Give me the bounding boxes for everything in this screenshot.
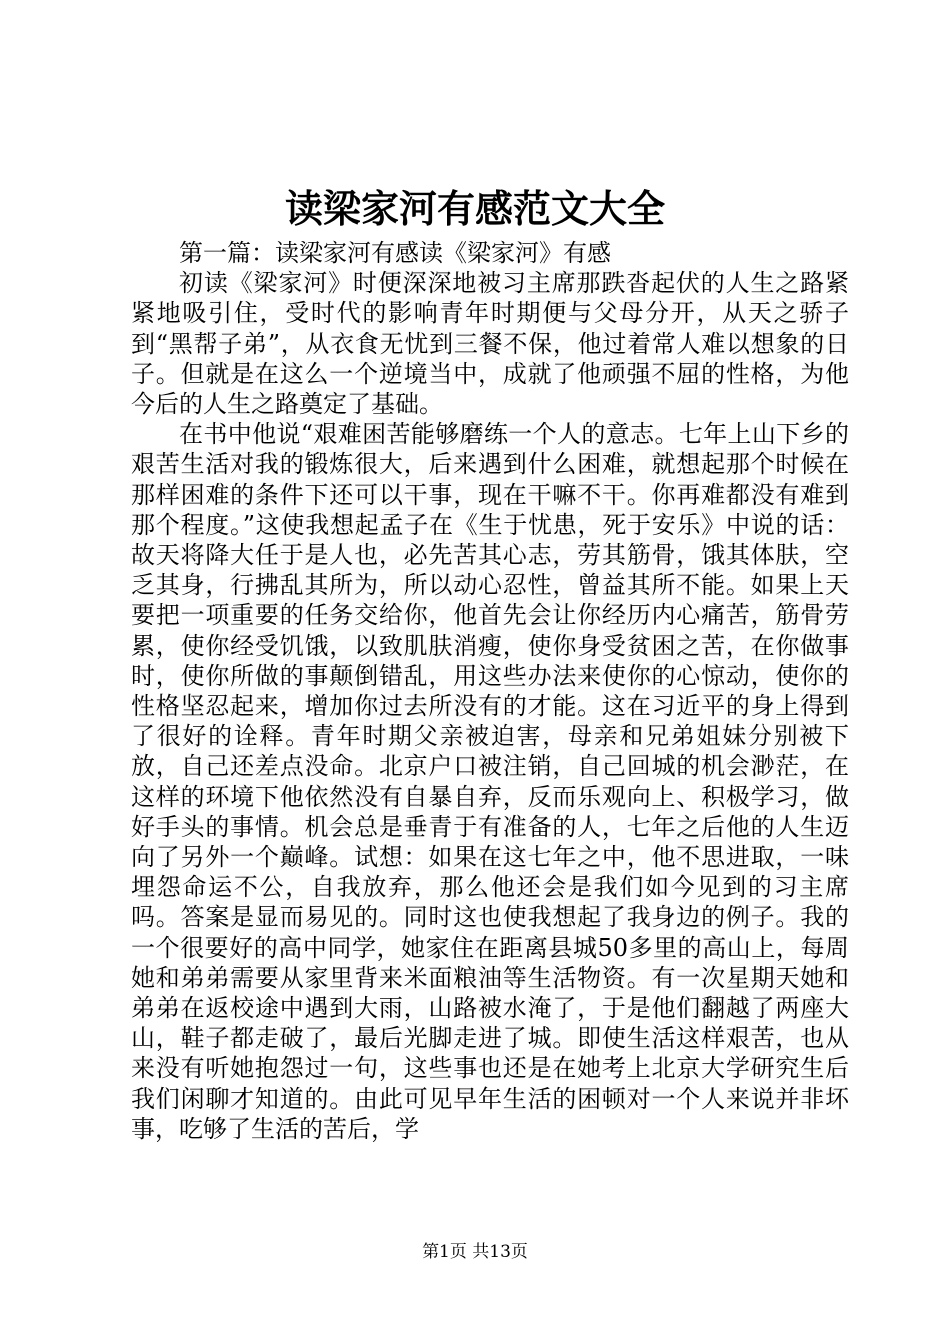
document-title: 读梁家河有感范文大全	[284, 186, 665, 231]
page-footer	[0, 1240, 950, 1264]
document-body	[131, 238, 849, 1144]
section-heading: 第一篇：读梁家河有感读《梁家河》有感	[179, 239, 611, 267]
body-paragraph: 初读《梁家河》时便深深地被习主席那跌沓起伏的人生之路紧紧地吸引住，受时代的影响青年时期便与父母分开，从天之骄子到“黑帮子弟”，从衣食无忧到三餐不保，他过着常人难以想象的日子。但就是在这么一个逆境当中，成就了他顽强不屈的性格，为他今后的人生之路奠定了基础。	[131, 269, 849, 419]
page-number: 第1页 共13页	[422, 1242, 528, 1262]
body-paragraph: 在书中他说“艰难困苦能够磨练一个人的意志。七年上山下乡的艰苦生活对我的锻炼很大，后来遇到什么困难，就想起那个时候在那样困难的条件下还可以干事，现在干嘛不干。你再难都没有难到那个程度。”这使我想起孟子在《生于忧患，死于安乐》中说的话：故天将降大任于是人也，必先苦其心志，劳其筋骨，饿其体肤，空乏其身，行拂乱其所为，所以动心忍性，曾益其所不能。如果上天要把一项重要的任务交给你，他首先会让你经历内心痛苦，筋骨劳累，使你经受饥饿，以致肌肤消瘦，使你身受贫困之苦，在你做事时，使你所做的事颠倒错乱，用这些办法来使你的心惊动，使你的性格坚忍起来，增加你过去所没有的才能。这在习近平的身上得到了很好的诠释。青年时期父亲被迫害，母亲和兄弟姐妹分别被下放，自己还差点没命。北京户口被注销，自己回城的机会渺茫，在这样的环境下他依然没有自暴自弃，反而乐观向上、积极学习，做好手头的事情。机会总是垂青于有准备的人，七年之后他的人生迈向了另外一个巅峰。试想：如果在这七年之中，他不思进取，一味埋怨命运不公，自我放弃，那么他还会是我们如今见到的习主席吗。答案是显而易见的。同时这也使我想起了我身边的例子。我的一个很要好的高中同学，她家住在距离县城50多里的高山上，每周她和弟弟需要从家里背来米面粮油等生活物资。有一次星期天她和弟弟在返校途中遇到大雨，山路被水淹了，于是他们翻越了两座大山，鞋子都走破了，最后光脚走进了城。即使生活这样艰苦，也从来没有听她抱怨过一句，这些事也还是在她考上北京大学研究生后我们闲聊才知道的。由此可见早年生活的困顿对一个人来说并非坏事，吃够了生活的苦后，学	[131, 420, 849, 1143]
